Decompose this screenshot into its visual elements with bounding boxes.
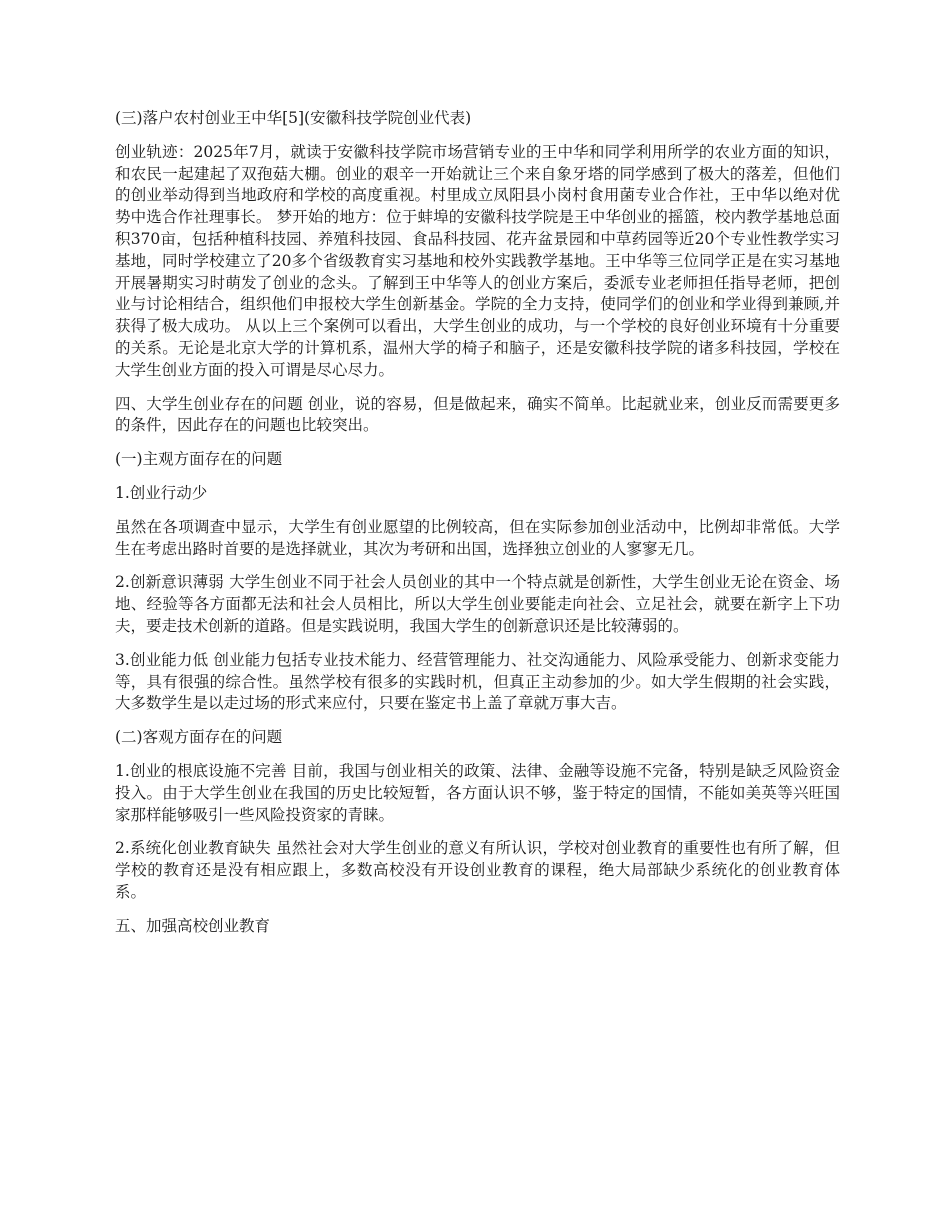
paragraph-entrepreneur-trajectory: 创业轨迹：2025年7月，就读于安徽科技学院市场营销专业的王中华和同学利用所学的农业方面的知识，和农民一起建起了双孢菇大棚。创业的艰辛一开始就让三个来自象牙塔的同学感到了极大的落差，但他们的创业举动得到当地政府和学校的高度重视。村里成立凤阳县小岗村食用菌专业合作社，王中华以绝对优势中选合作社理事长。 梦开始的地方：位于蚌埠的安徽科技学院是王中华创业的摇篮，校内教学基地总面积370亩，包括种植科技园、养殖科技园、食品科技园、花卉盆景园和中草药园等近20个专业性教学实习基地，同时学校建立了20多个省级教育实习基地和校外实践教学基地。王中华等三位同学正是在实习基地开展暑期实习时萌发了创业的念头。了解到王中华等人的创业方案后，委派专业老师担任指导老师，把创业与讨论相结合，组织他们申报校大学生创新基金。学院的全力支持，使同学们的创业和学业得到兼顾,并获得了极大成功。 从以上三个案例可以看出，大学生创业的成功，与一个学校的良好创业环境有十分重要的关系。无论是北京大学的计算机系，温州大学的椅子和脑子，还是安徽科技学院的诸多科技园，学校在大学生创业方面的投入可谓是尽心尽力。 [115, 142, 840, 379]
paragraph-low-ability: 3.创业能力低 创业能力包括专业技术能力、经营管理能力、社交沟通能力、风险承受能力、创新求变能力等，具有很强的综合性。虽然学校有很多的实践时机，但真正主动参加的少。如大学生假期的社会实践，大多数学生是以走过场的形式来应付，只要在鉴定书上盖了章就万事大吉。 [115, 650, 840, 713]
document-page [115, 108, 840, 950]
section-heading-problems: 四、大学生创业存在的问题 创业，说的容易，但是做起来，确实不简单。比起就业来，创业反而需要更多的条件，因此存在的问题也比较突出。 [115, 394, 840, 435]
section-heading-rural-entrepreneur: (三)落户农村创业王中华[5](安徽科技学院创业代表) [115, 109, 472, 127]
item-heading-few-actions: 1.创业行动少 [115, 483, 208, 502]
subsection-heading-subjective: (一)主观方面存在的问题 [115, 450, 283, 469]
paragraph-education-lacking: 2.系统化创业教育缺失 虽然社会对大学生创业的意义有所认识，学校对创业教育的重要性也有所了解，但学校的教育还是没有相应跟上，多数高校没有开设创业教育的课程，绝大局部缺少系统化的创业教育体系。 [115, 839, 840, 901]
subsection-heading-objective: (二)客观方面存在的问题 [115, 728, 283, 747]
paragraph-few-actions: 虽然在各项调查中显示，大学生有创业愿望的比例较高，但在实际参加创业活动中，比例却非常低。大学生在考虑出路时首要的是选择就业，其次为考研和出国，选择独立创业的人寥寥无几。 [115, 517, 840, 558]
paragraph-infrastructure: 1.创业的根底设施不完善 目前，我国与创业相关的政策、法律、金融等设施不完备，特别是缺乏风险资金投入。由于大学生创业在我国的历史比较短暂，各方面认识不够，鉴于特定的国情，不能如美英等兴旺国家那样能够吸引一些风险投资家的青睐。 [115, 761, 840, 824]
section-heading-strengthen-education: 五、加强高校创业教育 [115, 916, 271, 935]
paragraph-weak-innovation: 2.创新意识薄弱 大学生创业不同于社会人员创业的其中一个特点就是创新性，大学生创业无论在资金、场地、经验等各方面都无法和社会人员相比，所以大学生创业要能走向社会、立足社会，就要在新字上下功夫，要走技术创新的道路。但是实践说明，我国大学生的创新意识还是比较薄弱的。 [115, 573, 840, 635]
